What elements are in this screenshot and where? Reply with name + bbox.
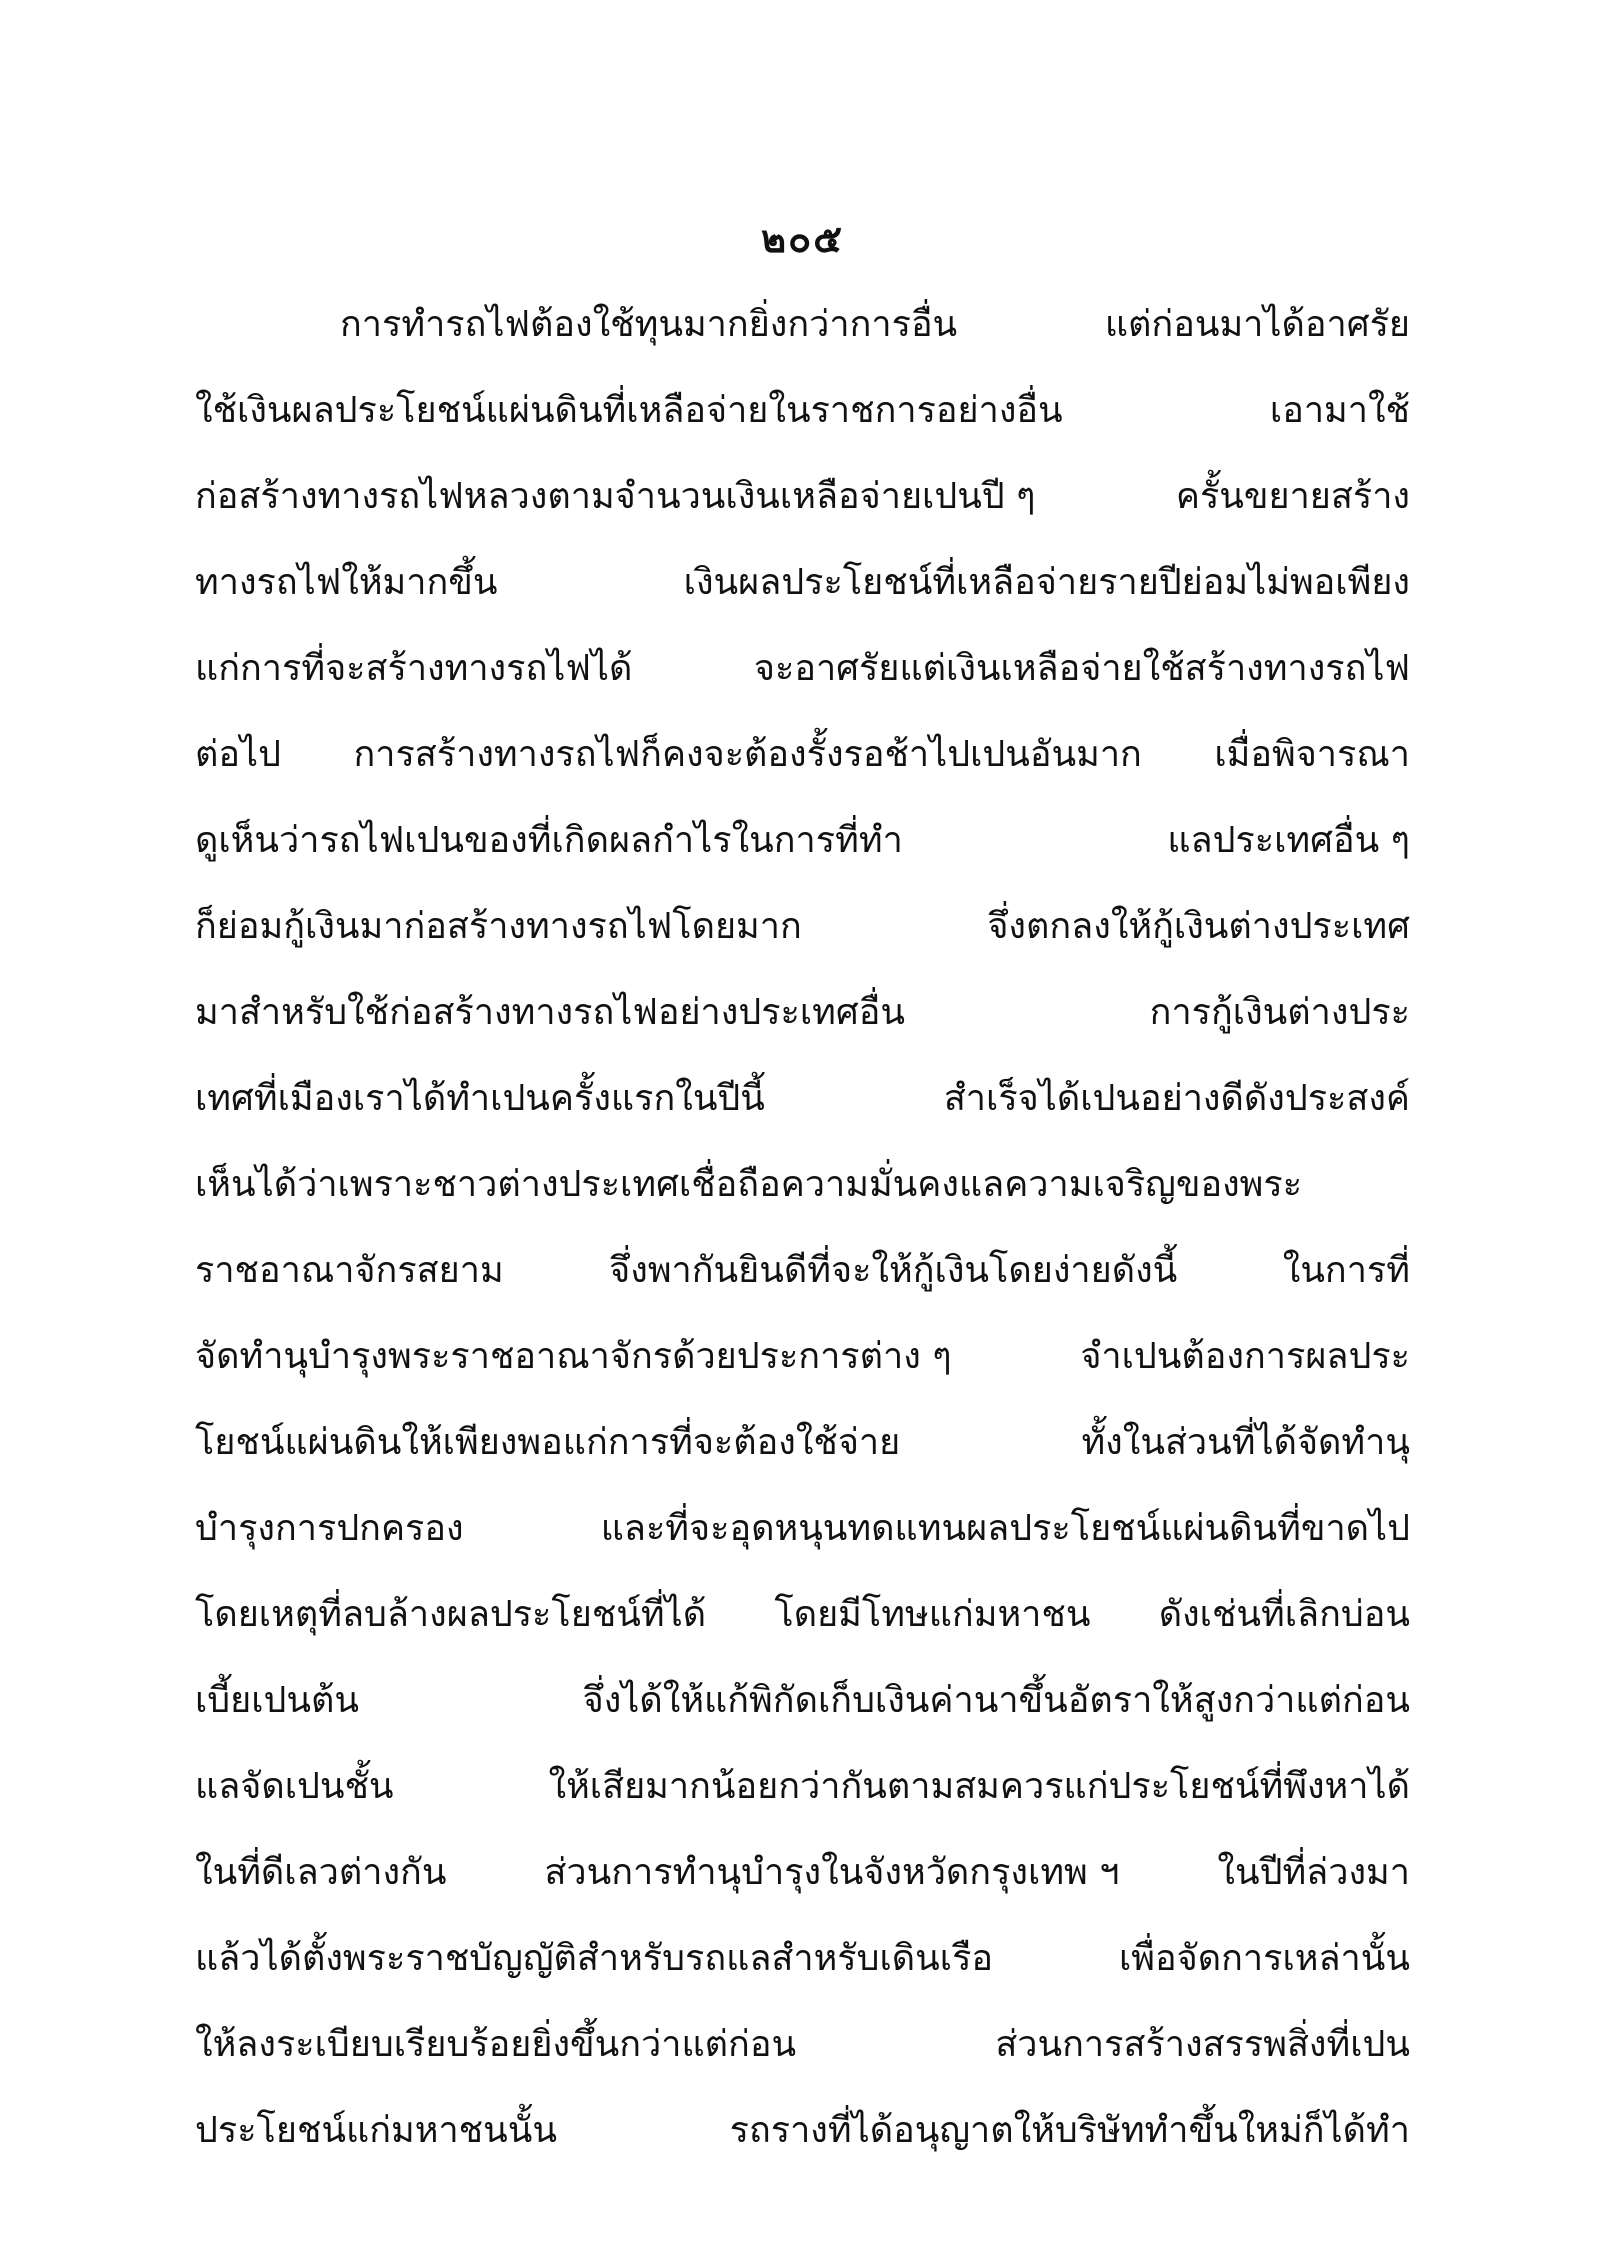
text-segment: เห็นได้ว่าเพราะชาวต่างประเทศเชื่อถือความมั่นคงแลความเจริญของพระ xyxy=(195,1164,1303,1205)
text-segment: โดยเหตุที่ลบล้างผลประโยชน์ที่ได้ xyxy=(195,1594,707,1635)
text-segment: โดยมีโทษแก่มหาชน xyxy=(774,1594,1091,1635)
text-line xyxy=(195,1916,1410,2002)
page-number: ๒๐๕ xyxy=(760,217,844,261)
text-segment: ในปีที่ล่วงมา xyxy=(1217,1852,1410,1893)
text-line xyxy=(195,1744,1410,1830)
text-segment: แต่ก่อนมาได้อาศรัย xyxy=(1104,304,1410,345)
text-segment: ทางรถไฟให้มากขึ้น xyxy=(195,562,498,603)
text-segment: ครั้นขยายสร้าง xyxy=(1175,476,1410,517)
text-segment: ส่วนการสร้างสรรพสิ่งที่เปน xyxy=(995,2024,1410,2065)
text-segment: โยชน์แผ่นดินให้เพียงพอแก่การที่จะต้องใช้จ่าย xyxy=(195,1422,901,1463)
text-line xyxy=(195,712,1410,798)
text-segment: ดูเห็นว่ารถไฟเปนของที่เกิดผลกำไรในการที่ทำ xyxy=(195,820,903,861)
text-segment: ให้เสียมากน้อยกว่ากันตามสมควรแก่ประโยชน์ที่พึงหาได้ xyxy=(548,1766,1410,1807)
text-line xyxy=(195,454,1410,540)
text-segment: เมื่อพิจารณา xyxy=(1214,734,1410,775)
text-line xyxy=(195,1830,1410,1916)
text-line xyxy=(195,626,1410,712)
text-segment: จึ่งตกลงให้กู้เงินต่างประเทศ xyxy=(987,906,1410,947)
text-segment: ในที่ดีเลวต่างกัน xyxy=(195,1852,447,1893)
text-segment: จึ่งได้ให้แก้พิกัดเก็บเงินค่านาขึ้นอัตราให้สูงกว่าแต่ก่อน xyxy=(582,1680,1410,1721)
text-segment: ก็ย่อมกู้เงินมาก่อสร้างทางรถไฟโดยมาก xyxy=(195,906,802,947)
text-segment: แลประเทศอื่น ๆ xyxy=(1167,820,1410,861)
text-segment: และที่จะอุดหนุนทดแทนผลประโยชน์แผ่นดินที่ขาดไป xyxy=(600,1508,1410,1549)
text-segment: รถรางที่ได้อนุญาตให้บริษัททำขึ้นใหม่ก็ได้ทำ xyxy=(729,2110,1410,2151)
text-segment: ก่อสร้างทางรถไฟหลวงตามจำนวนเงินเหลือจ่ายเปนปี ๆ xyxy=(195,476,1036,517)
text-segment: มาสำหรับใช้ก่อสร้างทางรถไฟอย่างประเทศอื่น xyxy=(195,992,905,1033)
text-segment: บำรุงการปกครอง xyxy=(195,1508,464,1549)
text-segment: ส่วนการทำนุบำรุงในจังหวัดกรุงเทพ ฯ xyxy=(544,1852,1120,1893)
text-segment: ดังเช่นที่เลิกบ่อน xyxy=(1158,1594,1410,1635)
text-line xyxy=(195,1314,1410,1400)
text-segment: ใช้เงินผลประโยชน์แผ่นดินที่เหลือจ่ายในราชการอย่างอื่น xyxy=(195,390,1063,431)
body-text xyxy=(195,282,1410,2174)
text-segment: แก่การที่จะสร้างทางรถไฟได้ xyxy=(195,648,633,689)
text-segment: ประโยชน์แก่มหาชนนั้น xyxy=(195,2110,557,2151)
text-line xyxy=(195,1486,1410,1572)
text-segment: แลจัดเปนชั้น xyxy=(195,1766,394,1807)
text-segment: เทศที่เมืองเราได้ทำเปนครั้งแรกในปีนี้ xyxy=(195,1078,765,1119)
text-segment: ต่อไป xyxy=(195,734,281,775)
text-segment: จึ่งพากันยินดีที่จะให้กู้เงินโดยง่ายดังนี้ xyxy=(609,1250,1178,1291)
text-line xyxy=(195,368,1410,454)
text-segment: สำเร็จได้เปนอย่างดีดังประสงค์ xyxy=(943,1078,1410,1119)
text-line xyxy=(195,1572,1410,1658)
text-line xyxy=(195,1142,1410,1228)
text-segment: เบี้ยเปนต้น xyxy=(195,1680,360,1721)
text-segment: จำเปนต้องการผลประ xyxy=(1080,1336,1410,1377)
text-segment: จัดทำนุบำรุงพระราชอาณาจักรด้วยประการต่าง ๆ xyxy=(195,1336,952,1377)
text-line xyxy=(195,1658,1410,1744)
text-segment: การทำรถไฟต้องใช้ทุนมากยิ่งกว่าการอื่น xyxy=(340,304,958,345)
text-line xyxy=(195,2088,1410,2174)
text-line xyxy=(195,2002,1410,2088)
text-segment: เพื่อจัดการเหล่านั้น xyxy=(1118,1938,1410,1979)
text-segment: การสร้างทางรถไฟก็คงจะต้องรั้งรอช้าไปเปนอันมาก xyxy=(353,734,1142,775)
text-line xyxy=(195,970,1410,1056)
text-segment: แล้วได้ตั้งพระราชบัญญัติสำหรับรถแลสำหรับเดินเรือ xyxy=(195,1938,994,1979)
text-line xyxy=(195,1400,1410,1486)
text-segment: ในการที่ xyxy=(1282,1250,1410,1291)
text-segment: ให้ลงระเบียบเรียบร้อยยิ่งขึ้นกว่าแต่ก่อน xyxy=(195,2024,797,2065)
text-line xyxy=(195,1056,1410,1142)
text-line xyxy=(195,884,1410,970)
text-line xyxy=(195,282,1410,368)
text-line xyxy=(195,540,1410,626)
text-segment: การกู้เงินต่างประ xyxy=(1149,992,1410,1033)
text-line xyxy=(195,798,1410,884)
text-segment: จะอาศรัยแต่เงินเหลือจ่ายใช้สร้างทางรถไฟ xyxy=(753,648,1410,689)
text-segment: เงินผลประโยชน์ที่เหลือจ่ายรายปีย่อมไม่พอเพียง xyxy=(683,562,1410,603)
text-segment: ทั้งในส่วนที่ได้จัดทำนุ xyxy=(1081,1422,1410,1463)
text-segment: เอามาใช้ xyxy=(1269,390,1410,431)
text-line xyxy=(195,1228,1410,1314)
text-segment: ราชอาณาจักรสยาม xyxy=(195,1250,504,1291)
